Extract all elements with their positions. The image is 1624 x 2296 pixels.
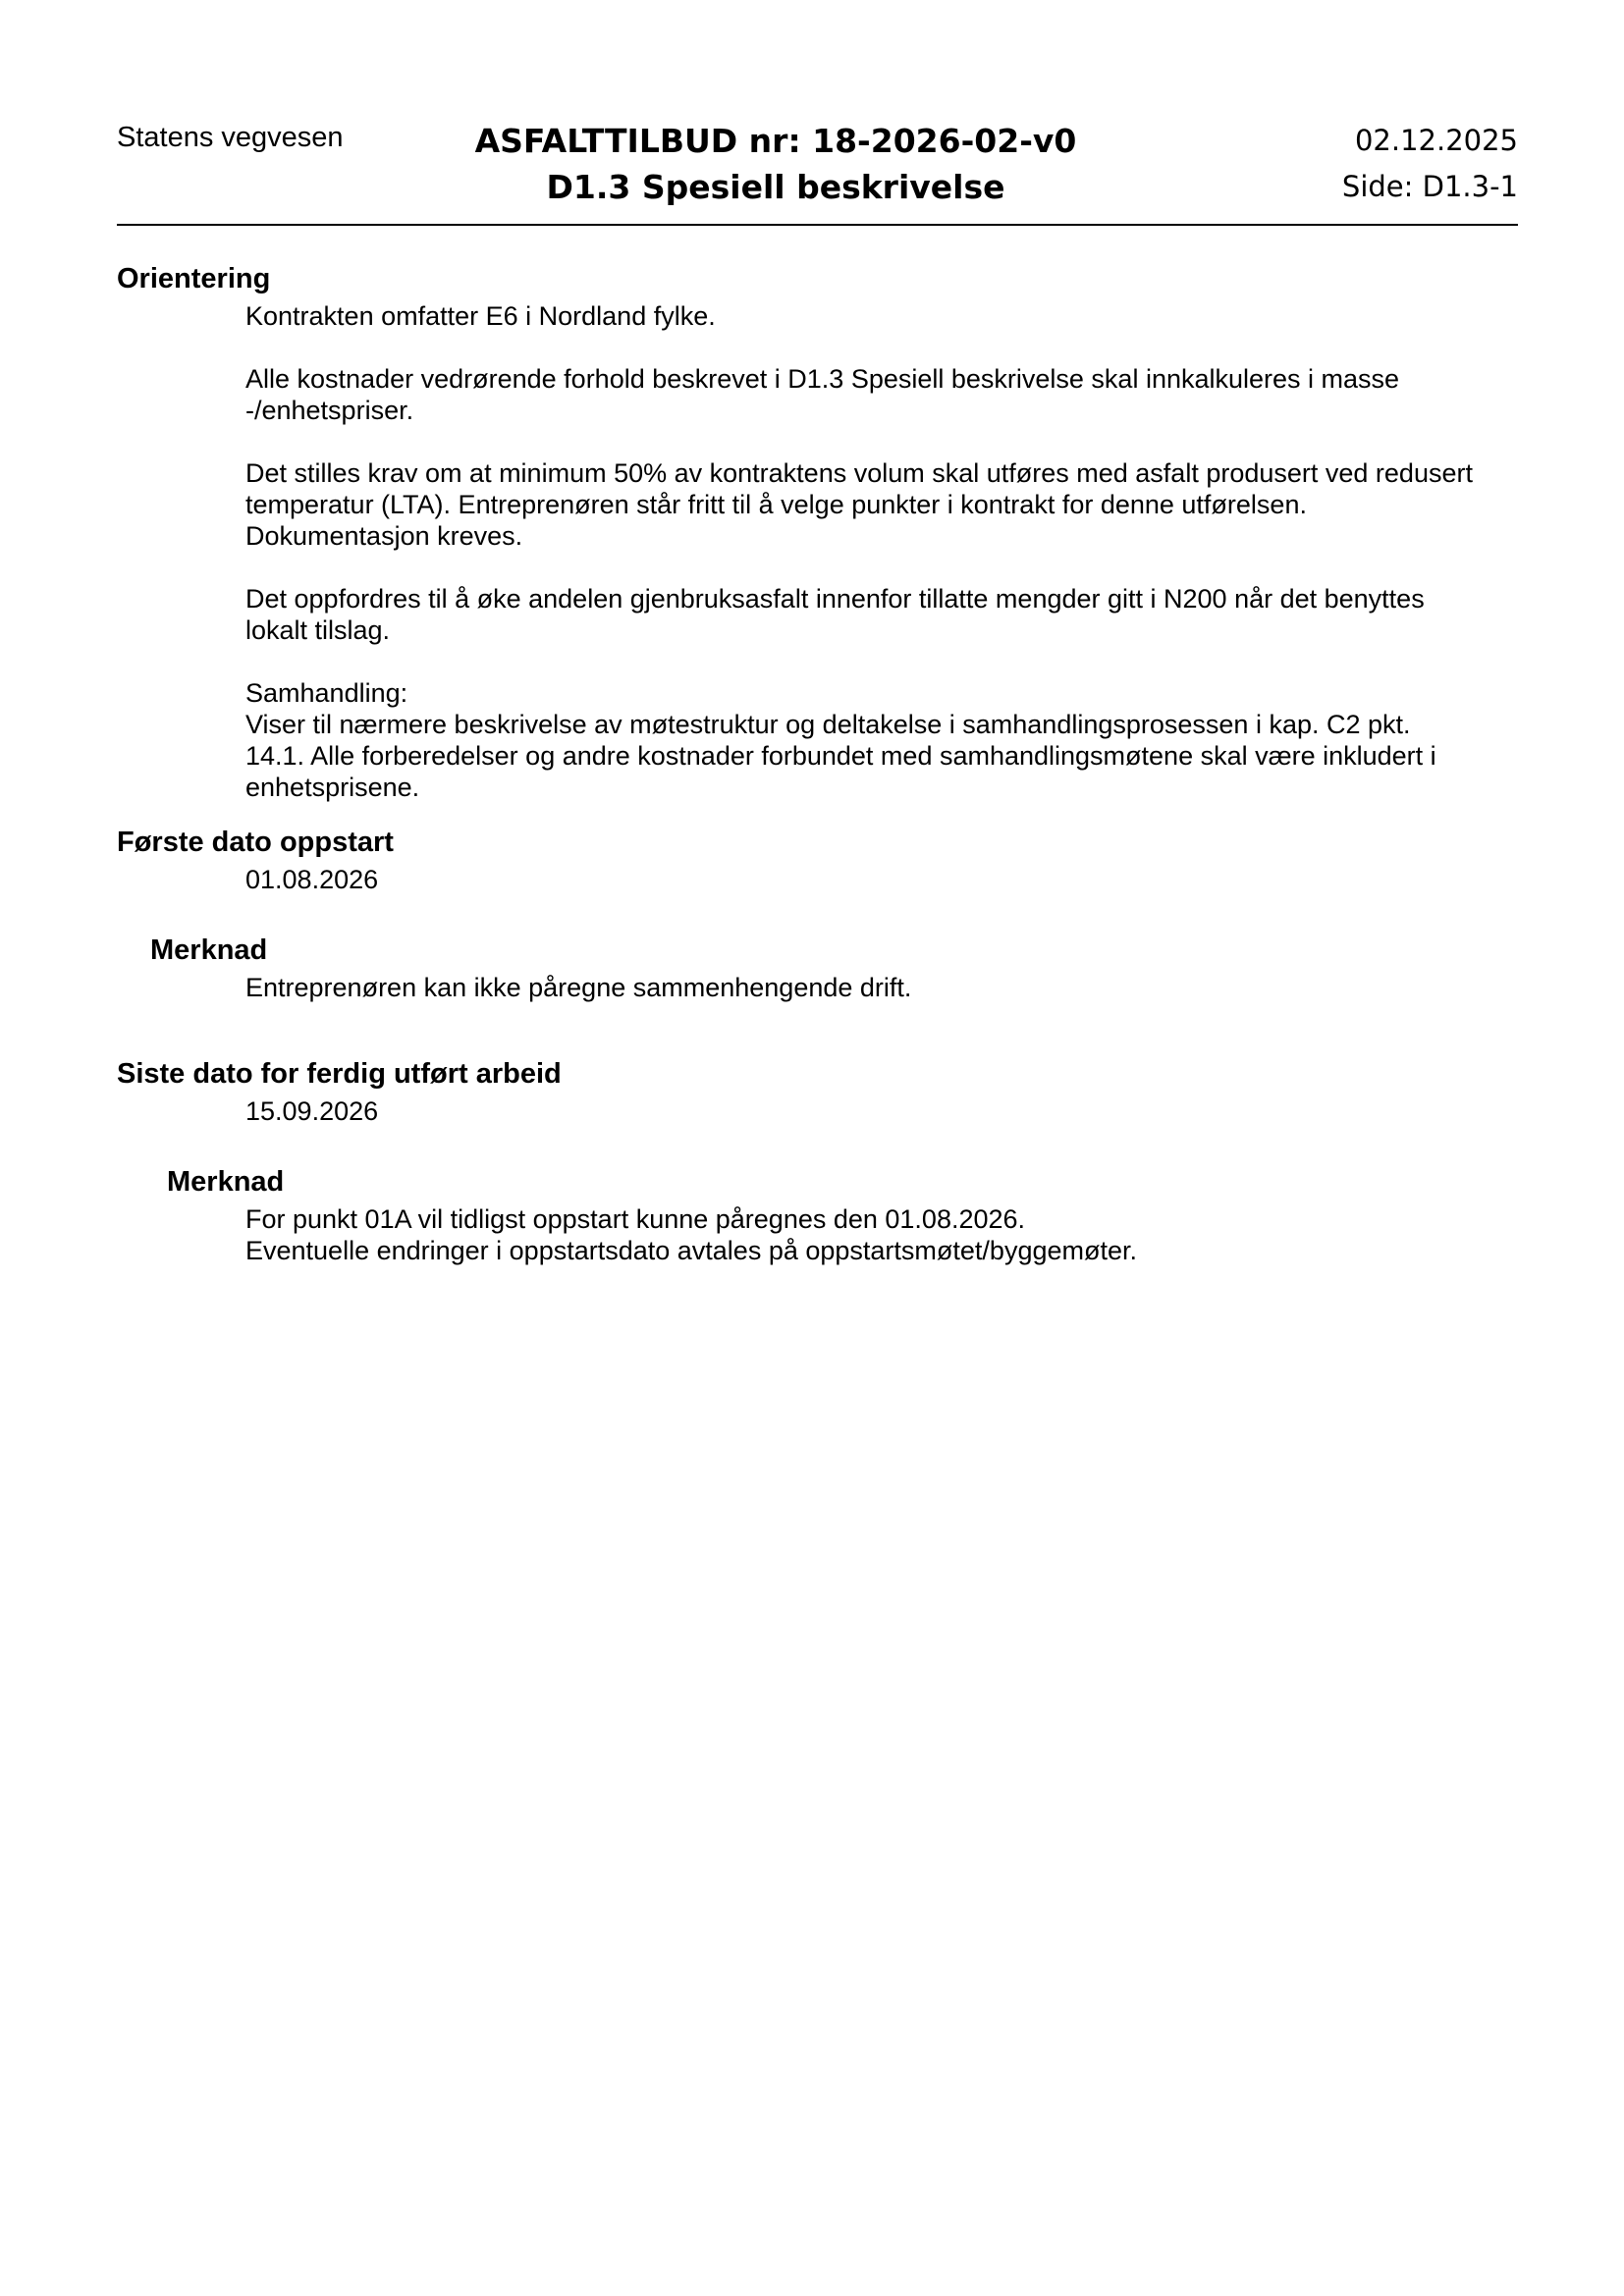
paragraph-line: enhetsprisene. — [245, 773, 420, 802]
title-line-2: D1.3 Spesiell beskrivelse — [546, 168, 1005, 206]
section-heading: Siste dato for ferdig utført arbeid — [117, 1058, 562, 1090]
section-heading: Orientering — [117, 263, 271, 294]
start-date-value: 01.08.2026 — [245, 865, 379, 894]
paragraph-line: Eventuelle endringer i oppstartsdato avtales på oppstartsmøtet/byggemøter. — [245, 1236, 1137, 1265]
merknad-text: Entreprenøren kan ikke påregne sammenhengende drift. — [245, 973, 912, 1002]
paragraph-line: Samhandling: — [245, 678, 408, 708]
paragraph-line: For punkt 01A vil tidligst oppstart kunne påregnes den 01.08.2026. — [245, 1204, 1026, 1234]
end-date-value: 15.09.2026 — [245, 1096, 379, 1126]
section-heading: Første dato oppstart — [117, 827, 394, 858]
merknad-heading: Merknad — [167, 1166, 285, 1198]
section-forste-dato — [0, 825, 1624, 1003]
paragraph-line: -/enhetspriser. — [245, 396, 414, 425]
paragraph — [0, 457, 1624, 552]
paragraph-line: Det stilles krav om at minimum 50% av kontraktens volum skal utføres med asfalt produsert ved redusert — [245, 458, 1473, 488]
paragraph-line: Det oppfordres til å øke andelen gjenbruksasfalt innenfor tillatte mengder gitt i N200 når det benyttes — [245, 584, 1425, 614]
title-line-1: ASFALTTILBUD nr: 18-2026-02-v0 — [474, 122, 1077, 160]
paragraph: Kontrakten omfatter E6 i Nordland fylke. — [245, 301, 716, 331]
paragraph-line: Viser til nærmere beskrivelse av møtestruktur og deltakelse i samhandlingsprosessen i kap. C2 pkt. — [245, 710, 1411, 739]
paragraph-line: Alle kostnader vedrørende forhold beskrevet i D1.3 Spesiell beskrivelse skal innkalkuleres i masse — [245, 364, 1400, 394]
paragraph-line: lokalt tilslag. — [245, 615, 391, 645]
section-orientering — [0, 261, 1624, 803]
paragraph-line: temperatur (LTA). Entreprenøren står fritt til å velge punkter i kontrakt for denne utførelsen. — [245, 490, 1307, 519]
document-title — [432, 118, 1119, 210]
document-body — [0, 261, 1624, 1266]
paragraph — [0, 677, 1624, 803]
merknad-text — [0, 1203, 1624, 1266]
page-number: Side: D1.3-1 — [1341, 170, 1518, 203]
paragraph-line: Dokumentasjon kreves. — [245, 521, 523, 551]
organization-name: Statens vegvesen — [117, 122, 344, 153]
paragraph — [0, 583, 1624, 646]
paragraph-line: 14.1. Alle forberedelser og andre kostnader forbundet med samhandlingsmøtene skal være inkludert i — [245, 741, 1436, 771]
header-meta — [1342, 118, 1518, 210]
document-date: 02.12.2025 — [1354, 124, 1518, 157]
header-divider — [117, 224, 1518, 226]
section-siste-dato — [0, 1056, 1624, 1266]
merknad-heading: Merknad — [150, 934, 268, 966]
paragraph — [0, 363, 1624, 426]
